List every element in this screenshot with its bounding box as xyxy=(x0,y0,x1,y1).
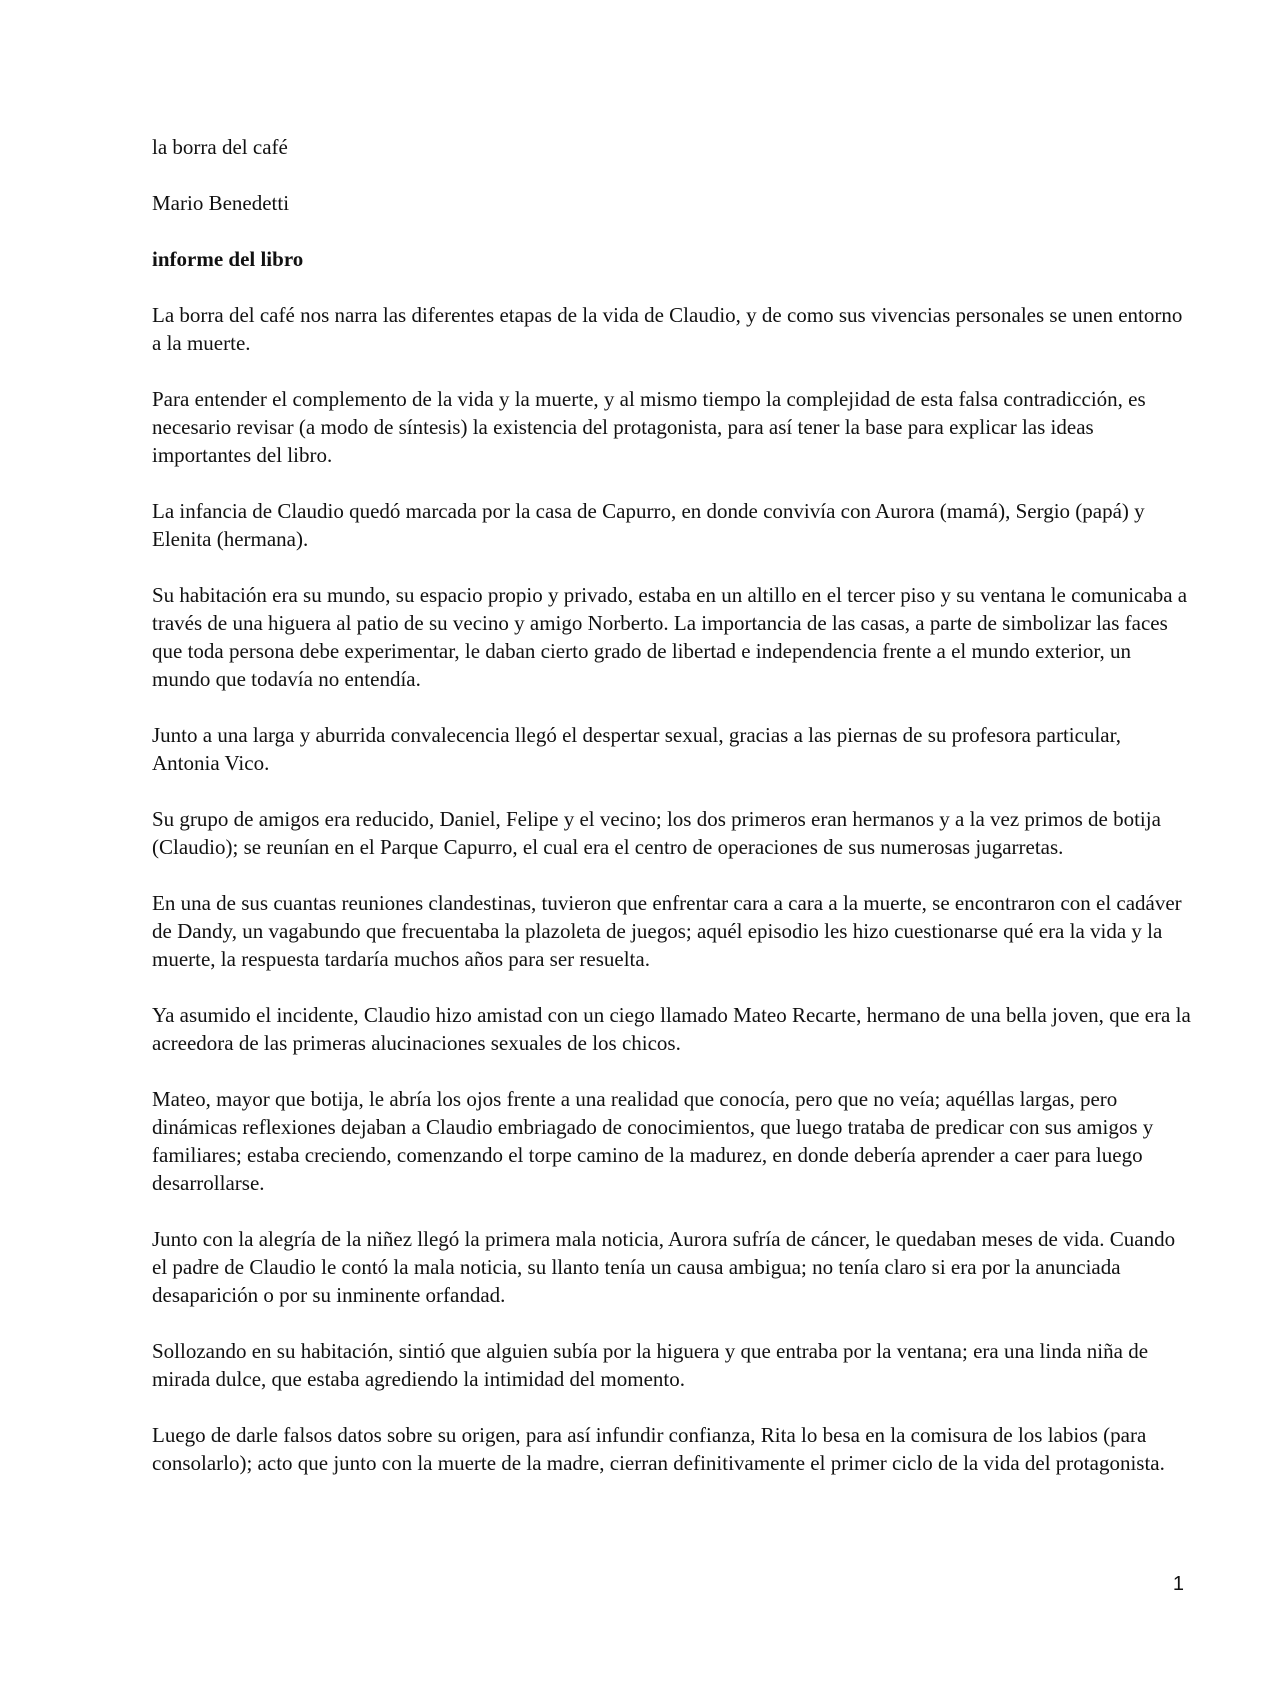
paragraph: Junto con la alegría de la niñez llegó la primera mala noticia, Aurora sufría de cáncer, le quedaban meses de vida. Cuando el padre de Claudio le contó la mala noticia, su llanto tenía un causa ambigua; no tenía claro si era por la anunciada desaparición o por su inminente orfandad. xyxy=(152,1227,1176,1307)
document-body xyxy=(152,133,1192,1505)
paragraph: Ya asumido el incidente, Claudio hizo amistad con un ciego llamado Mateo Recarte, hermano de una bella joven, que era la acreedora de las primeras alucinaciones sexuales de los chicos. xyxy=(152,1003,1191,1055)
paragraph: Luego de darle falsos datos sobre su origen, para así infundir confianza, Rita lo besa en la comisura de los labios (para consolarlo); acto que junto con la muerte de la madre, cierran definitivamente el primer ciclo de la vida del protagonista. xyxy=(152,1423,1165,1475)
paragraph: Mateo, mayor que botija, le abría los ojos frente a una realidad que conocía, pero que no veía; aquéllas largas, pero dinámicas reflexiones dejaban a Claudio embriagado de conocimientos, que luego trataba de predicar con sus amigos y familiares; estaba creciendo, comenzando el torpe camino de la madurez, en donde debería aprender a caer para luego desarrollarse. xyxy=(152,1087,1154,1195)
paragraph: Junto a una larga y aburrida convalecencia llegó el despertar sexual, gracias a las piernas de su profesora particular, Antonia Vico. xyxy=(152,723,1122,775)
paragraph: Su habitación era su mundo, su espacio propio y privado, estaba en un altillo en el tercer piso y su ventana le comunicaba a través de una higuera al patio de su vecino y amigo Norberto. La importancia de las casas, a parte de simbolizar las faces que toda persona debe experimentar, le daban cierto grado de libertad e independencia frente a el mundo exterior, un mundo que todavía no entendía. xyxy=(152,583,1188,691)
page-number: 1 xyxy=(1172,1573,1184,1595)
paragraph: La infancia de Claudio quedó marcada por la casa de Capurro, en donde convivía con Aurora (mamá), Sergio (papá) y Elenita (hermana). xyxy=(152,499,1145,551)
paragraph: Su grupo de amigos era reducido, Daniel, Felipe y el vecino; los dos primeros eran hermanos y a la vez primos de botija (Claudio); se reunían en el Parque Capurro, el cual era el centro de operaciones de sus numerosas jugarretas. xyxy=(152,807,1161,859)
section-heading: informe del libro xyxy=(152,247,304,271)
paragraph: La borra del café nos narra las diferentes etapas de la vida de Claudio, y de como sus vivencias personales se unen entorno a la muerte. xyxy=(152,303,1183,355)
paragraph: Sollozando en su habitación, sintió que alguien subía por la higuera y que entraba por la ventana; era una linda niña de mirada dulce, que estaba agrediendo la intimidad del momento. xyxy=(152,1339,1149,1391)
document-author: Mario Benedetti xyxy=(152,191,290,215)
paragraph: Para entender el complemento de la vida y la muerte, y al mismo tiempo la complejidad de esta falsa contradicción, es necesario revisar (a modo de síntesis) la existencia del protagonista, para así tener la base para explicar las ideas importantes del libro. xyxy=(152,387,1146,467)
paragraph: En una de sus cuantas reuniones clandestinas, tuvieron que enfrentar cara a cara a la muerte, se encontraron con el cadáver de Dandy, un vagabundo que frecuentaba la plazoleta de juegos; aquél episodio les hizo cuestionarse qué era la vida y la muerte, la respuesta tardaría muchos años para ser resuelta. xyxy=(152,891,1182,971)
document-title: la borra del café xyxy=(152,135,288,159)
